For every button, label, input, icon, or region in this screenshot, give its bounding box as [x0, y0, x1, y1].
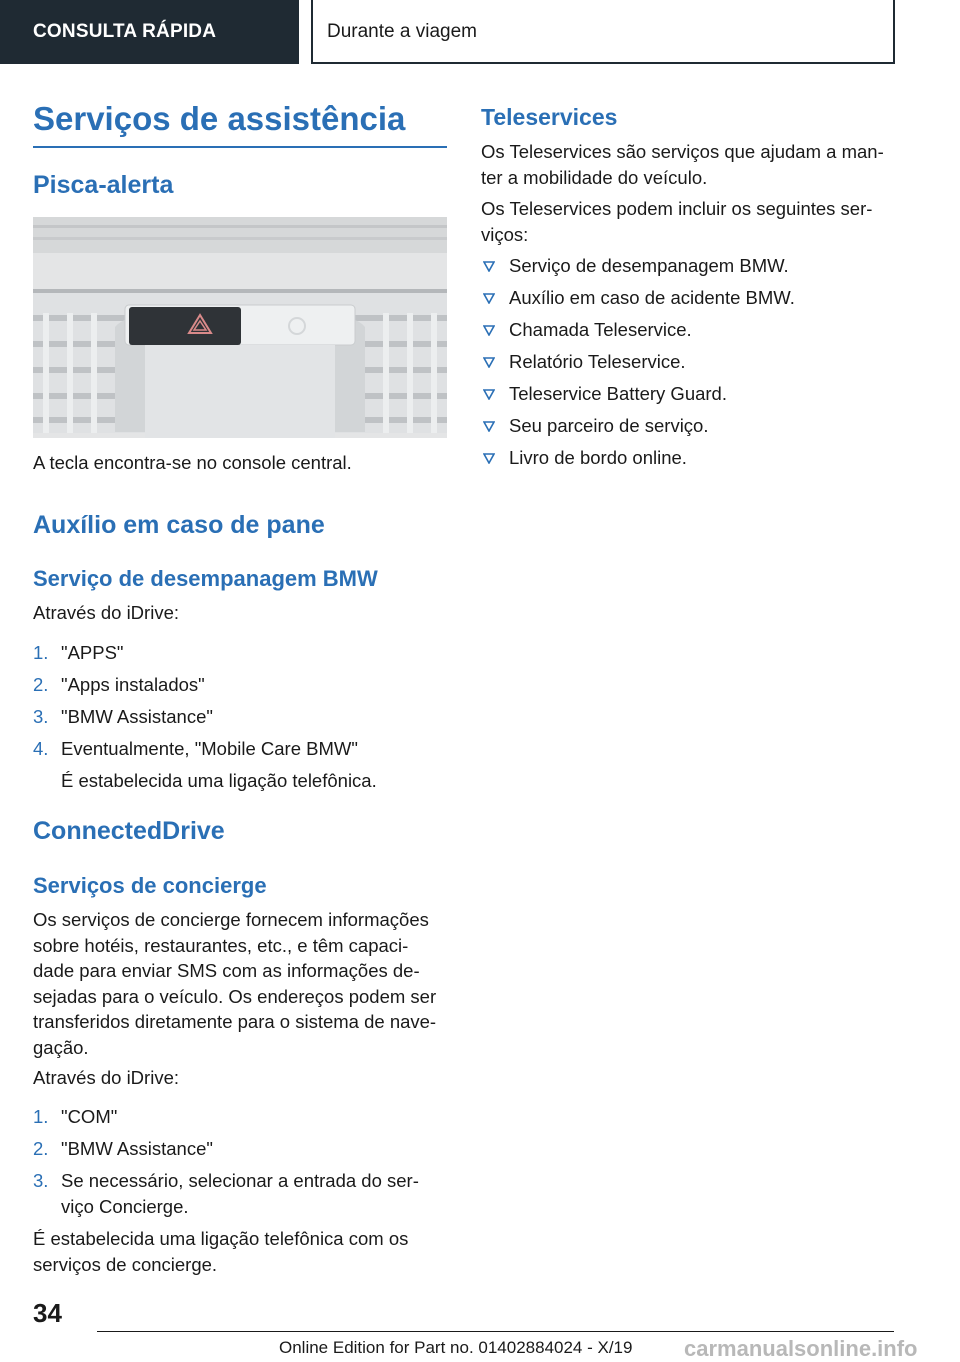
list-item: 1. "COM"	[33, 1106, 118, 1127]
list-item: Chamada Teleservice.	[481, 317, 901, 349]
title-divider	[33, 146, 447, 148]
bullet-triangle-icon	[483, 389, 495, 400]
list-item: 2. "Apps instalados"	[33, 674, 205, 695]
list-item: Seu parceiro de serviço.	[481, 413, 901, 445]
bullet-triangle-icon	[483, 453, 495, 464]
bullet-triangle-icon	[483, 325, 495, 336]
auxilio-steps	[33, 640, 447, 768]
list-item: Serviço de desempanagem BMW.	[481, 253, 901, 285]
list-item: 1. "APPS"	[33, 642, 124, 663]
section-tab: CONSULTA RÁPIDA	[0, 0, 299, 64]
concierge-body: Os serviços de concierge fornecem informações sobre hotéis, restaurantes, etc., e têm capaci- dade para enviar SMS com as informações de- sejadas para o veículo. Os endereços podem ser transferidos diretamente para o sistema de nave- gação.	[33, 909, 437, 1058]
hazard-button-photo	[33, 217, 447, 438]
concierge-result: É estabelecida uma ligação telefônica com os serviços de concierge.	[33, 1228, 409, 1275]
teleservices-list-intro: Os Teleservices podem incluir os seguintes ser- viços:	[481, 198, 873, 245]
edition-note: Online Edition for Part no. 01402884024 - X/19	[279, 1338, 633, 1357]
page-number: 34	[33, 1298, 62, 1328]
concierge-steps	[33, 1104, 453, 1220]
bullet-triangle-icon	[483, 261, 495, 272]
teleservices-heading: Teleservices	[481, 104, 618, 130]
list-item: 2. "BMW Assistance"	[33, 1138, 213, 1159]
concierge-subheading: Serviços de concierge	[33, 873, 267, 898]
list-item: 3. "BMW Assistance"	[33, 706, 213, 727]
list-item: 4. Eventualmente, "Mobile Care BMW"	[33, 738, 358, 759]
list-item: Teleservice Battery Guard.	[481, 381, 901, 413]
list-item: 3. Se necessário, selecionar a entrada do ser- viço Concierge.	[33, 1170, 419, 1217]
chapter-tab: Durante a viagem	[311, 0, 895, 64]
teleservices-items	[481, 253, 901, 477]
list-item: Auxílio em caso de acidente BMW.	[481, 285, 901, 317]
auxilio-intro: Através do iDrive:	[33, 602, 179, 623]
bullet-triangle-icon	[483, 293, 495, 304]
desempanagem-subheading: Serviço de desempanagem BMW	[33, 566, 378, 591]
footer-divider	[97, 1331, 894, 1332]
bullet-triangle-icon	[483, 357, 495, 368]
teleservices-intro: Os Teleservices são serviços que ajudam a man- ter a mobilidade do veículo.	[481, 141, 884, 188]
pisca-heading: Pisca-alerta	[33, 171, 174, 199]
list-item: Relatório Teleservice.	[481, 349, 901, 381]
photo-caption: A tecla encontra-se no console central.	[33, 452, 352, 473]
list-item: Livro de bordo online.	[481, 445, 901, 477]
watermark: carmanualsonline.info	[684, 1336, 918, 1361]
connecteddrive-heading: ConnectedDrive	[33, 817, 225, 845]
auxilio-heading: Auxílio em caso de pane	[33, 511, 325, 539]
auxilio-result: É estabelecida uma ligação telefônica.	[61, 770, 377, 791]
concierge-intro: Através do iDrive:	[33, 1067, 179, 1088]
bullet-triangle-icon	[483, 421, 495, 432]
page-title: Serviços de assistência	[33, 100, 406, 137]
